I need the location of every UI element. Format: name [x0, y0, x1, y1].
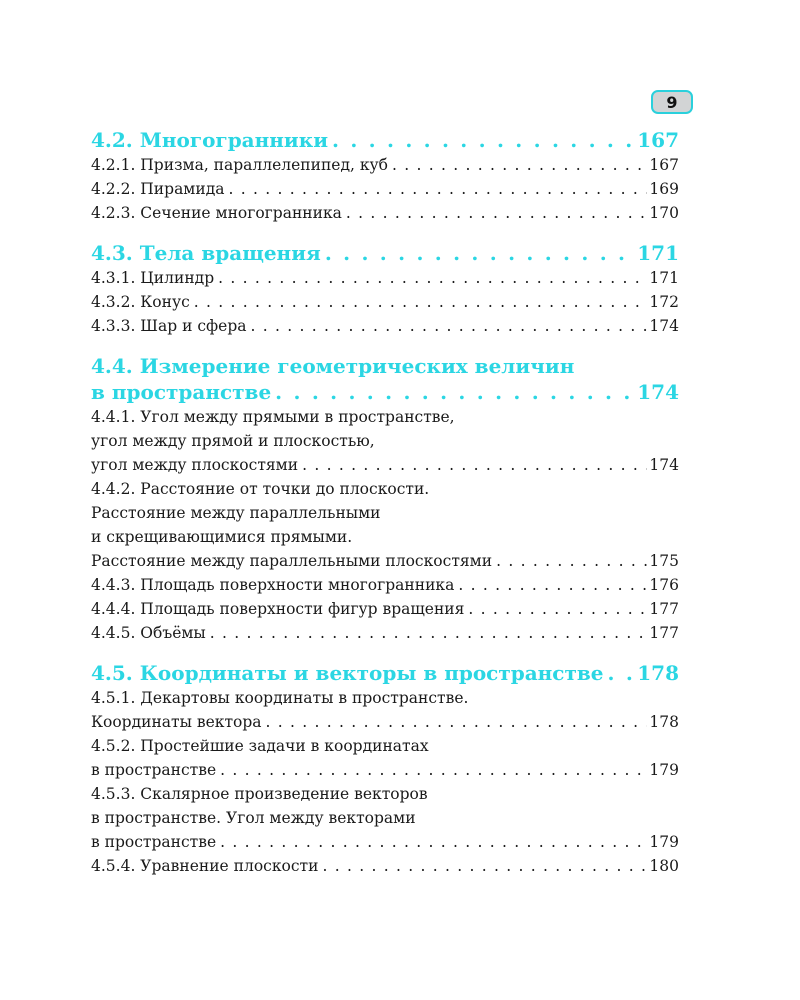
- entry-page: 179: [649, 833, 679, 851]
- toc-entry[interactable]: [91, 782, 679, 854]
- entry-title: 4.4.5. Объёмы: [91, 624, 206, 642]
- entry-title-line: 4.5.3. Скалярное произведение векторов: [91, 785, 428, 803]
- entry-page: 170: [649, 204, 679, 222]
- toc-entry[interactable]: [91, 153, 679, 177]
- section-page: 171: [637, 241, 679, 265]
- entry-last-line: [91, 758, 679, 782]
- entry-page: 177: [649, 624, 679, 642]
- entry-page: 174: [649, 456, 679, 474]
- toc-entry[interactable]: [91, 686, 679, 734]
- dot-leader: [496, 549, 647, 573]
- entry-title: угол между плоскостями: [91, 456, 299, 474]
- entry-page: 178: [649, 713, 679, 731]
- entry-title-line: Расстояние между параллельными: [91, 504, 381, 522]
- entry-title: в пространстве: [91, 833, 217, 851]
- toc-entry[interactable]: [91, 314, 679, 338]
- toc-section-4-4: [91, 353, 679, 645]
- dot-leader: [392, 153, 647, 177]
- section-heading[interactable]: [91, 240, 679, 266]
- entry-title: 4.3.2. Конус: [91, 293, 190, 311]
- dot-leader: [468, 597, 647, 621]
- dot-leader: [194, 290, 648, 314]
- entry-title-line: 4.5.1. Декартовы координаты в пространстве.: [91, 689, 469, 707]
- section-heading[interactable]: [91, 660, 679, 686]
- dot-leader: [608, 660, 636, 686]
- page-number-badge: 9: [651, 90, 693, 114]
- dot-leader: [220, 758, 647, 782]
- entry-title-line: 4.5.2. Простейшие задачи в координатах: [91, 737, 429, 755]
- toc-entry[interactable]: [91, 734, 679, 782]
- entry-title-line: угол между прямой и плоскостью,: [91, 432, 375, 450]
- section-title-line[interactable]: 4.4. Измерение геометрических величин: [91, 354, 575, 378]
- entry-title-line: и скрещивающимися прямыми.: [91, 528, 353, 546]
- dot-leader: [302, 453, 647, 477]
- entry-page: 176: [649, 576, 679, 594]
- toc-entry[interactable]: [91, 290, 679, 314]
- entry-title: 4.5.4. Уравнение плоскости: [91, 857, 319, 875]
- entry-title-line: в пространстве. Угол между векторами: [91, 809, 416, 827]
- entry-title: в пространстве: [91, 761, 217, 779]
- entry-title: 4.4.4. Площадь поверхности фигур вращения: [91, 600, 465, 618]
- dot-leader: [218, 266, 647, 290]
- dot-leader: [266, 710, 648, 734]
- entry-last-line: [91, 549, 679, 573]
- section-title: 4.5. Координаты и векторы в пространстве: [91, 661, 604, 685]
- entry-title-line: 4.4.1. Угол между прямыми в пространстве,: [91, 408, 455, 426]
- entry-title: 4.3.3. Шар и сфера: [91, 317, 247, 335]
- entry-page: 174: [649, 317, 679, 335]
- entry-page: 175: [649, 552, 679, 570]
- section-page: 167: [637, 128, 679, 152]
- section-page: 178: [637, 661, 679, 685]
- toc-entry[interactable]: [91, 597, 679, 621]
- toc-entry[interactable]: [91, 201, 679, 225]
- toc-entry[interactable]: [91, 177, 679, 201]
- toc-entry[interactable]: [91, 266, 679, 290]
- table-of-contents: [91, 127, 679, 893]
- section-heading[interactable]: [91, 379, 679, 405]
- entry-page: 180: [649, 857, 679, 875]
- entry-title-line: 4.4.2. Расстояние от точки до плоскости.: [91, 480, 430, 498]
- entry-page: 167: [649, 156, 679, 174]
- entry-page: 171: [649, 269, 679, 287]
- dot-leader: [332, 127, 635, 153]
- dot-leader: [210, 621, 648, 645]
- dot-leader: [322, 854, 647, 878]
- entry-title: 4.3.1. Цилиндр: [91, 269, 215, 287]
- toc-entry[interactable]: [91, 621, 679, 645]
- entry-last-line: [91, 830, 679, 854]
- entry-page: 172: [649, 293, 679, 311]
- toc-section-4-2: [91, 127, 679, 225]
- section-page: 174: [637, 380, 679, 404]
- entry-page: 177: [649, 600, 679, 618]
- section-title: в пространстве: [91, 380, 272, 404]
- dot-leader: [275, 379, 635, 405]
- entry-title: 4.2.3. Сечение многогранника: [91, 204, 342, 222]
- section-title: 4.3. Тела вращения: [91, 241, 321, 265]
- dot-leader: [325, 240, 635, 266]
- section-heading[interactable]: [91, 127, 679, 153]
- entry-title: 4.2.2. Пирамида: [91, 180, 225, 198]
- toc-entry[interactable]: [91, 405, 679, 477]
- entry-title: 4.4.3. Площадь поверхности многогранника: [91, 576, 455, 594]
- entry-page: 179: [649, 761, 679, 779]
- dot-leader: [228, 177, 647, 201]
- toc-entry[interactable]: [91, 573, 679, 597]
- entry-page: 169: [649, 180, 679, 198]
- entry-last-line: [91, 453, 679, 477]
- entry-last-line: [91, 710, 679, 734]
- toc-entry[interactable]: [91, 854, 679, 878]
- section-title: 4.2. Многогранники: [91, 128, 329, 152]
- dot-leader: [346, 201, 648, 225]
- entry-title: 4.2.1. Призма, параллелепипед, куб: [91, 156, 388, 174]
- dot-leader: [220, 830, 647, 854]
- dot-leader: [458, 573, 647, 597]
- toc-section-4-3: [91, 240, 679, 338]
- entry-title: Координаты вектора: [91, 713, 262, 731]
- toc-entry[interactable]: [91, 477, 679, 573]
- entry-title: Расстояние между параллельными плоскостями: [91, 552, 493, 570]
- toc-section-4-5: [91, 660, 679, 878]
- dot-leader: [250, 314, 647, 338]
